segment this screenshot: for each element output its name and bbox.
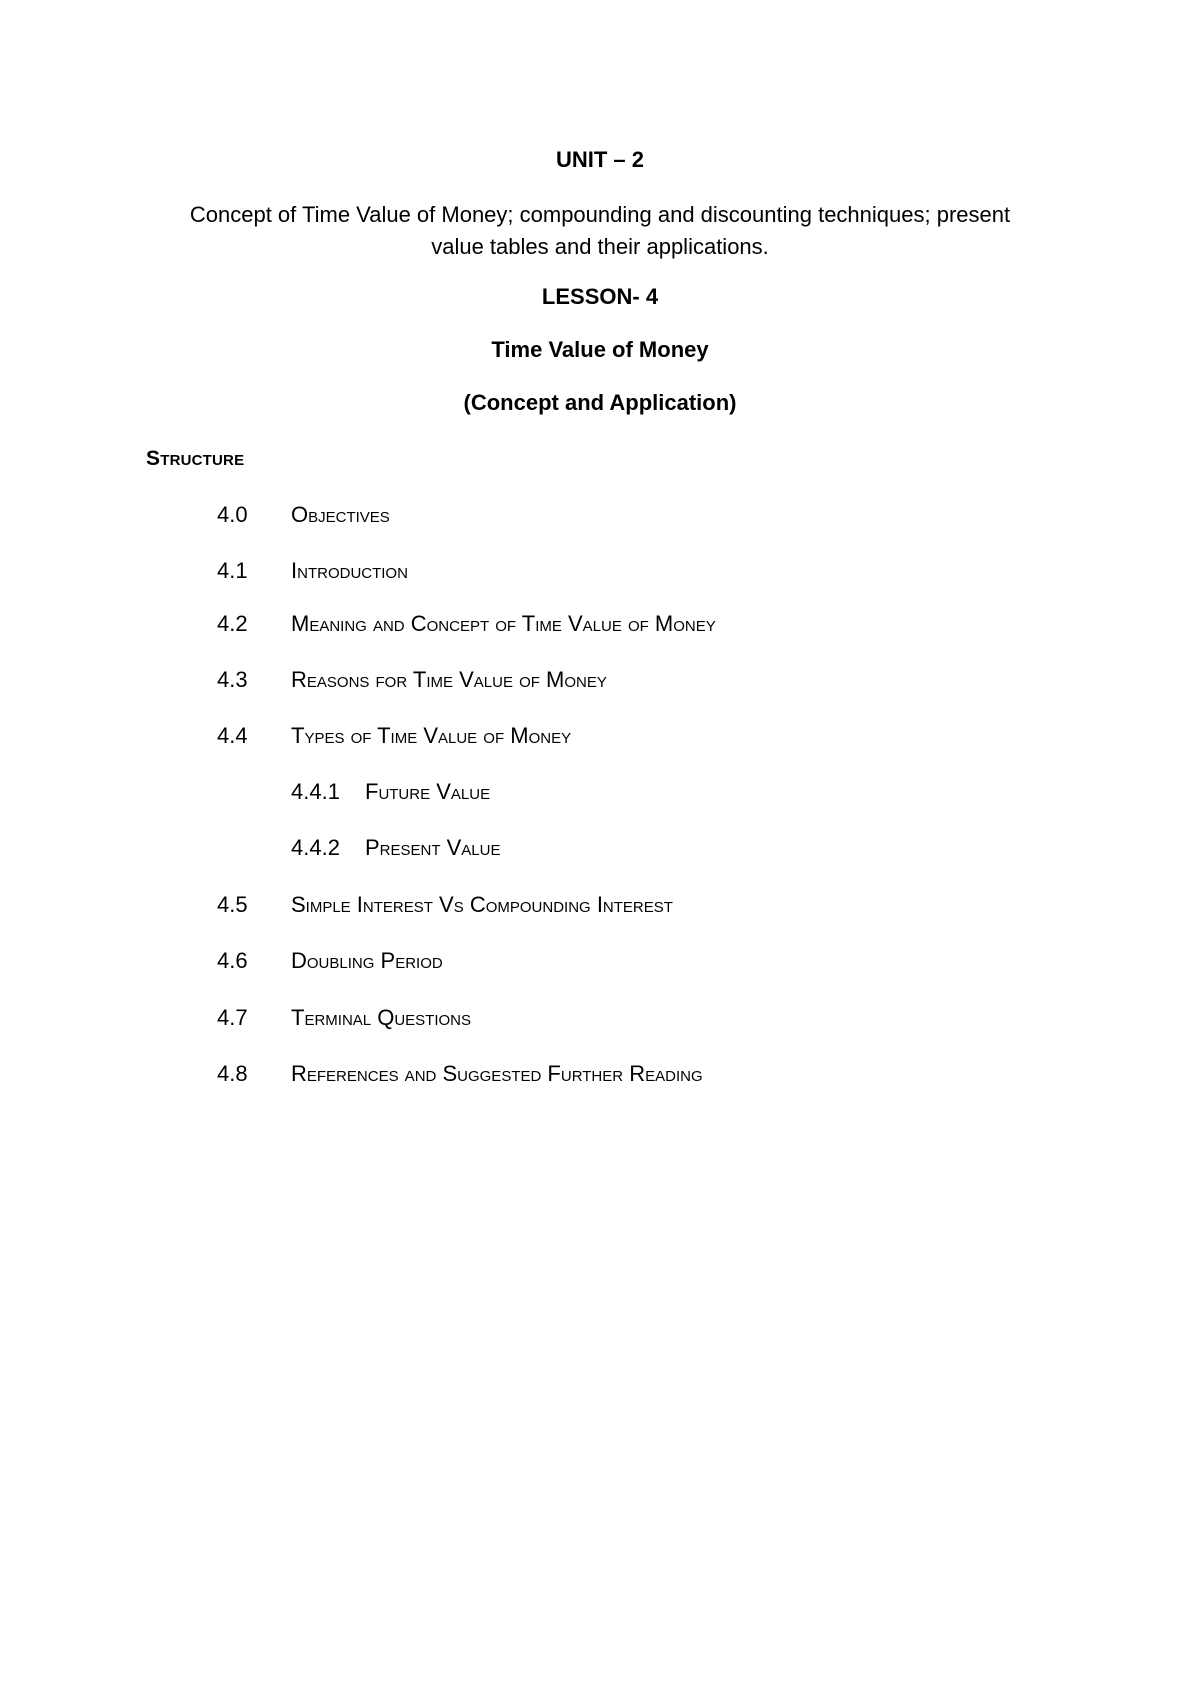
structure-heading: Structure xyxy=(146,447,245,470)
unit-description-line-1: Concept of Time Value of Money; compounding and discounting techniques; present xyxy=(189,202,1011,227)
toc-item xyxy=(217,1005,471,1031)
toc-item-label: Reasons for Time Value of Money xyxy=(291,667,607,692)
toc-item-label: Terminal Questions xyxy=(291,1005,472,1030)
lesson-subtitle: (Concept and Application) xyxy=(463,390,737,415)
toc-item xyxy=(217,1061,703,1087)
toc-item-label: Objectives xyxy=(291,502,390,527)
toc-item-label: Meaning and Concept of Time Value of Money xyxy=(291,611,716,636)
toc-subitem-label: Present Value xyxy=(365,835,501,860)
unit-description-line-2: value tables and their applications. xyxy=(431,234,769,259)
toc-item-label: Types of Time Value of Money xyxy=(291,723,572,748)
toc-item-number: 4.6 xyxy=(217,948,248,973)
toc-subitem xyxy=(291,779,490,805)
toc-item-number: 4.5 xyxy=(217,892,248,917)
toc-item-label: Introduction xyxy=(291,558,408,583)
unit-heading: UNIT – 2 xyxy=(555,147,645,172)
toc-item xyxy=(217,667,607,693)
toc-subitem-number: 4.4.1 xyxy=(291,779,340,804)
unit-description xyxy=(0,199,1200,263)
toc-subitem-number: 4.4.2 xyxy=(291,835,340,860)
lesson-heading: LESSON- 4 xyxy=(541,284,659,309)
toc-item-label: Simple Interest Vs Compounding Interest xyxy=(291,892,673,917)
toc-subitem-label: Future Value xyxy=(365,779,491,804)
toc-item xyxy=(217,611,716,637)
toc-item xyxy=(217,502,390,528)
toc-item-number: 4.7 xyxy=(217,1005,248,1030)
toc-item-label: References and Suggested Further Reading xyxy=(291,1061,703,1086)
toc-item-number: 4.8 xyxy=(217,1061,248,1086)
toc-item xyxy=(217,948,443,974)
toc-item xyxy=(217,723,571,749)
toc-item-number: 4.1 xyxy=(217,558,248,583)
toc-subitem xyxy=(291,835,501,861)
toc-item-number: 4.3 xyxy=(217,667,248,692)
toc-item-label: Doubling Period xyxy=(291,948,443,973)
toc-item-number: 4.4 xyxy=(217,723,248,748)
lesson-title: Time Value of Money xyxy=(491,337,709,362)
toc-item-number: 4.0 xyxy=(217,502,248,527)
toc-item xyxy=(217,558,408,584)
toc-item-number: 4.2 xyxy=(217,611,248,636)
toc-item xyxy=(217,892,673,918)
